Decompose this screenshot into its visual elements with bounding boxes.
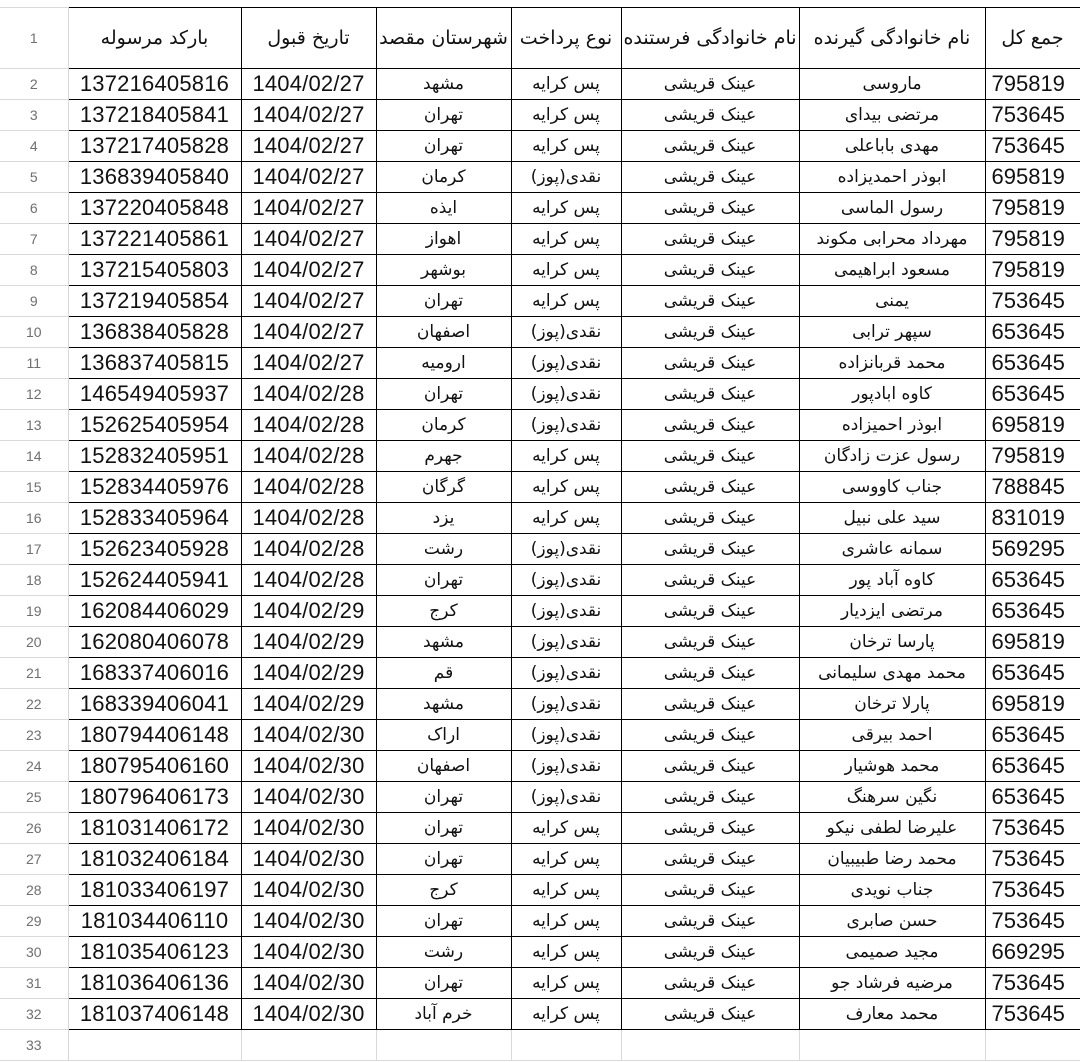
cell-receiver[interactable]: پارلا ترخان — [799, 689, 985, 720]
table-row — [0, 348, 1080, 379]
cell-receiver[interactable]: مرضیه فرشاد جو — [799, 968, 985, 999]
cell-payment[interactable]: نقدی(پوز) — [511, 534, 621, 565]
cell-city[interactable]: تهران — [376, 968, 511, 999]
cell-receiver[interactable]: جناب کاووسی — [799, 472, 985, 503]
cell-total[interactable]: 669295 — [985, 937, 1080, 968]
cell-payment[interactable]: پس کرایه — [511, 875, 621, 906]
table-row — [0, 565, 1080, 596]
empty-cell[interactable] — [985, 1030, 1080, 1061]
cell-payment[interactable]: نقدی(پوز) — [511, 689, 621, 720]
cell-sender[interactable]: عینک قریشی — [621, 720, 799, 751]
cell-barcode[interactable]: 181033406197 — [68, 875, 241, 906]
empty-cell[interactable] — [511, 1030, 621, 1061]
cell-receiver[interactable]: محمد قربانزاده — [799, 348, 985, 379]
cell-receiver[interactable]: کاوه آباد پور — [799, 565, 985, 596]
table-row — [0, 255, 1080, 286]
cell-barcode[interactable]: 180795406160 — [68, 751, 241, 782]
row-number[interactable]: 4 — [0, 131, 68, 162]
cell-sender[interactable]: عینک قریشی — [621, 565, 799, 596]
cell-sender[interactable]: عینک قریشی — [621, 503, 799, 534]
row-number[interactable]: 16 — [0, 503, 68, 534]
cell-payment[interactable]: پس کرایه — [511, 472, 621, 503]
cell-sender[interactable]: عینک قریشی — [621, 224, 799, 255]
row-number[interactable]: 15 — [0, 472, 68, 503]
header-total[interactable]: جمع کل — [985, 8, 1080, 69]
row-number[interactable]: 29 — [0, 906, 68, 937]
cell-city[interactable]: کرج — [376, 596, 511, 627]
cell-sender[interactable]: عینک قریشی — [621, 875, 799, 906]
cell-city[interactable]: یزد — [376, 503, 511, 534]
cell-payment[interactable]: نقدی(پوز) — [511, 379, 621, 410]
cell-total[interactable]: 795819 — [985, 255, 1080, 286]
empty-cell[interactable] — [621, 1030, 799, 1061]
cell-city[interactable]: ایذه — [376, 193, 511, 224]
cell-city[interactable]: مشهد — [376, 627, 511, 658]
cell-date[interactable]: 1404/02/28 — [241, 565, 376, 596]
cell-date[interactable]: 1404/02/27 — [241, 162, 376, 193]
cell-receiver[interactable]: علیرضا لطفی نیکو — [799, 813, 985, 844]
cell-payment[interactable]: نقدی(پوز) — [511, 782, 621, 813]
cell-payment[interactable]: پس کرایه — [511, 503, 621, 534]
cell-city[interactable]: ارومیه — [376, 348, 511, 379]
row-number[interactable]: 3 — [0, 100, 68, 131]
cell-city[interactable]: تهران — [376, 906, 511, 937]
cell-receiver[interactable]: پارسا ترخان — [799, 627, 985, 658]
cell-total[interactable]: 795819 — [985, 69, 1080, 100]
cell-receiver[interactable]: سید علی نبیل — [799, 503, 985, 534]
cell-payment[interactable]: نقدی(پوز) — [511, 565, 621, 596]
cell-date[interactable]: 1404/02/27 — [241, 100, 376, 131]
cell-payment[interactable]: نقدی(پوز) — [511, 317, 621, 348]
cell-payment[interactable]: پس کرایه — [511, 224, 621, 255]
cell-receiver[interactable]: ابوذر احمدیزاده — [799, 162, 985, 193]
cell-sender[interactable]: عینک قریشی — [621, 999, 799, 1030]
cell-payment[interactable]: پس کرایه — [511, 131, 621, 162]
row-number[interactable]: 18 — [0, 565, 68, 596]
cell-barcode[interactable]: 181037406148 — [68, 999, 241, 1030]
table-row — [0, 813, 1080, 844]
cell-sender[interactable]: عینک قریشی — [621, 627, 799, 658]
row-number[interactable]: 14 — [0, 441, 68, 472]
cell-date[interactable]: 1404/02/27 — [241, 317, 376, 348]
cell-payment[interactable]: پس کرایه — [511, 255, 621, 286]
cell-receiver[interactable]: جناب نویدی — [799, 875, 985, 906]
row-number[interactable]: 1 — [0, 8, 68, 69]
table-row — [0, 906, 1080, 937]
cell-date[interactable]: 1404/02/30 — [241, 875, 376, 906]
cell-barcode[interactable]: 136838405828 — [68, 317, 241, 348]
cell-receiver[interactable]: کاوه ابادپور — [799, 379, 985, 410]
cell-barcode[interactable]: 181031406172 — [68, 813, 241, 844]
cell-barcode[interactable]: 181034406110 — [68, 906, 241, 937]
table-row — [0, 720, 1080, 751]
cell-sender[interactable]: عینک قریشی — [621, 689, 799, 720]
cell-payment[interactable]: پس کرایه — [511, 906, 621, 937]
table-row — [0, 627, 1080, 658]
cell-payment[interactable]: پس کرایه — [511, 100, 621, 131]
cell-payment[interactable]: نقدی(پوز) — [511, 751, 621, 782]
cell-payment[interactable]: نقدی(پوز) — [511, 720, 621, 751]
cell-city[interactable]: مشهد — [376, 689, 511, 720]
row-number[interactable]: 22 — [0, 689, 68, 720]
cell-sender[interactable]: عینک قریشی — [621, 255, 799, 286]
cell-date[interactable]: 1404/02/28 — [241, 503, 376, 534]
cell-total[interactable]: 695819 — [985, 689, 1080, 720]
cell-date[interactable]: 1404/02/30 — [241, 968, 376, 999]
table-row — [0, 441, 1080, 472]
cell-payment[interactable]: نقدی(پوز) — [511, 658, 621, 689]
cell-barcode[interactable]: 137216405816 — [68, 69, 241, 100]
cell-date[interactable]: 1404/02/30 — [241, 906, 376, 937]
cell-date[interactable]: 1404/02/29 — [241, 596, 376, 627]
table-row — [0, 379, 1080, 410]
cell-date[interactable]: 1404/02/27 — [241, 193, 376, 224]
table-row — [0, 193, 1080, 224]
cell-city[interactable]: مشهد — [376, 69, 511, 100]
table-row — [0, 503, 1080, 534]
table-row — [0, 999, 1080, 1030]
cell-payment[interactable]: پس کرایه — [511, 441, 621, 472]
row-number[interactable]: 24 — [0, 751, 68, 782]
cell-barcode[interactable]: 137221405861 — [68, 224, 241, 255]
cell-barcode[interactable]: 152625405954 — [68, 410, 241, 441]
data-grid — [0, 7, 1080, 1061]
table-row — [0, 782, 1080, 813]
cell-receiver[interactable]: مجید صمیمی — [799, 937, 985, 968]
cell-city[interactable]: اصفهان — [376, 751, 511, 782]
cell-city[interactable]: تهران — [376, 813, 511, 844]
cell-sender[interactable]: عینک قریشی — [621, 906, 799, 937]
cell-sender[interactable]: عینک قریشی — [621, 844, 799, 875]
cell-sender[interactable]: عینک قریشی — [621, 658, 799, 689]
cell-city[interactable]: خرم آباد — [376, 999, 511, 1030]
cell-barcode[interactable]: 180796406173 — [68, 782, 241, 813]
cell-city[interactable]: رشت — [376, 937, 511, 968]
cell-payment[interactable]: نقدی(پوز) — [511, 627, 621, 658]
cell-sender[interactable]: عینک قریشی — [621, 193, 799, 224]
cell-receiver[interactable]: یمنی — [799, 286, 985, 317]
row-number[interactable]: 8 — [0, 255, 68, 286]
cell-date[interactable]: 1404/02/28 — [241, 441, 376, 472]
cell-city[interactable]: کرمان — [376, 162, 511, 193]
cell-total[interactable]: 653645 — [985, 782, 1080, 813]
table-row — [0, 968, 1080, 999]
cell-payment[interactable]: پس کرایه — [511, 937, 621, 968]
cell-total[interactable]: 795819 — [985, 193, 1080, 224]
cell-city[interactable]: تهران — [376, 131, 511, 162]
cell-total[interactable]: 753645 — [985, 999, 1080, 1030]
cell-barcode[interactable]: 137217405828 — [68, 131, 241, 162]
cell-barcode[interactable]: 152834405976 — [68, 472, 241, 503]
cell-payment[interactable]: پس کرایه — [511, 286, 621, 317]
header-row — [0, 8, 1080, 69]
cell-sender[interactable]: عینک قریشی — [621, 100, 799, 131]
cell-total[interactable]: 653645 — [985, 317, 1080, 348]
cell-date[interactable]: 1404/02/28 — [241, 534, 376, 565]
cell-receiver[interactable]: مرتضی بیدای — [799, 100, 985, 131]
cell-payment[interactable]: نقدی(پوز) — [511, 596, 621, 627]
row-number[interactable]: 5 — [0, 162, 68, 193]
cell-date[interactable]: 1404/02/27 — [241, 348, 376, 379]
cell-date[interactable]: 1404/02/28 — [241, 472, 376, 503]
row-number[interactable]: 26 — [0, 813, 68, 844]
header-date[interactable]: تاریخ قبول — [241, 8, 376, 69]
cell-total[interactable]: 831019 — [985, 503, 1080, 534]
cell-receiver[interactable]: رسول الماسی — [799, 193, 985, 224]
cell-receiver[interactable]: محمد معارف — [799, 999, 985, 1030]
table-row — [0, 317, 1080, 348]
cell-sender[interactable]: عینک قریشی — [621, 751, 799, 782]
cell-barcode[interactable]: 168337406016 — [68, 658, 241, 689]
row-number[interactable]: 11 — [0, 348, 68, 379]
header-sender[interactable]: نام خانوادگی فرستنده — [621, 8, 799, 69]
cell-payment[interactable]: پس کرایه — [511, 813, 621, 844]
row-number[interactable]: 9 — [0, 286, 68, 317]
cell-date[interactable]: 1404/02/30 — [241, 720, 376, 751]
cell-barcode[interactable]: 181036406136 — [68, 968, 241, 999]
cell-total[interactable]: 795819 — [985, 441, 1080, 472]
grid-body — [0, 8, 1080, 1061]
cell-date[interactable]: 1404/02/29 — [241, 627, 376, 658]
cell-payment[interactable]: نقدی(پوز) — [511, 162, 621, 193]
cell-barcode[interactable]: 137220405848 — [68, 193, 241, 224]
cell-receiver[interactable]: مهرداد محرابی مکوند — [799, 224, 985, 255]
table-row — [0, 751, 1080, 782]
cell-barcode[interactable]: 180794406148 — [68, 720, 241, 751]
cell-city[interactable]: رشت — [376, 534, 511, 565]
cell-receiver[interactable]: سمانه عاشری — [799, 534, 985, 565]
row-number[interactable]: 23 — [0, 720, 68, 751]
cell-receiver[interactable]: سپهر ترابی — [799, 317, 985, 348]
cell-date[interactable]: 1404/02/27 — [241, 286, 376, 317]
table-row — [0, 131, 1080, 162]
cell-receiver[interactable]: محمد رضا طبیبیان — [799, 844, 985, 875]
row-number[interactable]: 6 — [0, 193, 68, 224]
row-number[interactable]: 12 — [0, 379, 68, 410]
cell-receiver[interactable]: ابوذر احمیزاده — [799, 410, 985, 441]
cell-payment[interactable]: پس کرایه — [511, 193, 621, 224]
cell-payment[interactable]: پس کرایه — [511, 69, 621, 100]
table-row — [0, 224, 1080, 255]
cell-payment[interactable]: پس کرایه — [511, 999, 621, 1030]
cell-sender[interactable]: عینک قریشی — [621, 162, 799, 193]
cell-barcode[interactable]: 136839405840 — [68, 162, 241, 193]
cell-city[interactable]: جهرم — [376, 441, 511, 472]
cell-barcode[interactable]: 137219405854 — [68, 286, 241, 317]
cell-receiver[interactable]: مسعود ابراهیمی — [799, 255, 985, 286]
header-payment[interactable]: نوع پرداخت — [511, 8, 621, 69]
cell-sender[interactable]: عینک قریشی — [621, 441, 799, 472]
cell-total[interactable]: 653645 — [985, 348, 1080, 379]
row-number[interactable]: 31 — [0, 968, 68, 999]
cell-city[interactable]: اصفهان — [376, 317, 511, 348]
row-number[interactable]: 7 — [0, 224, 68, 255]
row-number[interactable]: 25 — [0, 782, 68, 813]
table-row — [0, 844, 1080, 875]
cell-total[interactable]: 753645 — [985, 100, 1080, 131]
cell-barcode[interactable]: 137218405841 — [68, 100, 241, 131]
cell-total[interactable]: 753645 — [985, 286, 1080, 317]
cell-payment[interactable]: پس کرایه — [511, 968, 621, 999]
cell-total[interactable]: 695819 — [985, 627, 1080, 658]
cell-receiver[interactable]: رسول عزت زادگان — [799, 441, 985, 472]
cell-barcode[interactable]: 152624405941 — [68, 565, 241, 596]
table-row — [0, 286, 1080, 317]
row-number[interactable]: 2 — [0, 69, 68, 100]
cell-total[interactable]: 753645 — [985, 844, 1080, 875]
cell-total[interactable]: 788845 — [985, 472, 1080, 503]
row-number[interactable]: 33 — [0, 1030, 68, 1061]
cell-city[interactable]: اراک — [376, 720, 511, 751]
cell-barcode[interactable]: 152833405964 — [68, 503, 241, 534]
cell-sender[interactable]: عینک قریشی — [621, 379, 799, 410]
cell-sender[interactable]: عینک قریشی — [621, 534, 799, 565]
cell-sender[interactable]: عینک قریشی — [621, 937, 799, 968]
cell-barcode[interactable]: 181035406123 — [68, 937, 241, 968]
table-row — [0, 937, 1080, 968]
cell-total[interactable]: 653645 — [985, 565, 1080, 596]
table-row — [0, 534, 1080, 565]
cell-date[interactable]: 1404/02/30 — [241, 813, 376, 844]
table-row — [0, 658, 1080, 689]
cell-barcode[interactable]: 146549405937 — [68, 379, 241, 410]
cell-date[interactable]: 1404/02/27 — [241, 69, 376, 100]
table-row — [0, 596, 1080, 627]
cell-total[interactable]: 653645 — [985, 751, 1080, 782]
cell-barcode[interactable]: 152832405951 — [68, 441, 241, 472]
row-number[interactable]: 28 — [0, 875, 68, 906]
cell-payment[interactable]: نقدی(پوز) — [511, 348, 621, 379]
cell-total[interactable]: 753645 — [985, 813, 1080, 844]
header-barcode[interactable]: بارکد مرسوله — [68, 8, 241, 69]
row-number[interactable]: 32 — [0, 999, 68, 1030]
row-number[interactable]: 13 — [0, 410, 68, 441]
cell-barcode[interactable]: 162084406029 — [68, 596, 241, 627]
cell-date[interactable]: 1404/02/28 — [241, 379, 376, 410]
empty-cell[interactable] — [241, 1030, 376, 1061]
cell-sender[interactable]: عینک قریشی — [621, 813, 799, 844]
table-row — [0, 875, 1080, 906]
cell-total[interactable]: 753645 — [985, 968, 1080, 999]
table-row — [0, 410, 1080, 441]
row-number[interactable]: 30 — [0, 937, 68, 968]
header-receiver[interactable]: نام خانوادگی گیرنده — [799, 8, 985, 69]
cell-barcode[interactable]: 162080406078 — [68, 627, 241, 658]
empty-cell[interactable] — [799, 1030, 985, 1061]
cell-total[interactable]: 753645 — [985, 131, 1080, 162]
cell-receiver[interactable]: مهدی باباعلی — [799, 131, 985, 162]
empty-row — [0, 1030, 1080, 1061]
cell-date[interactable]: 1404/02/30 — [241, 751, 376, 782]
cell-payment[interactable]: نقدی(پوز) — [511, 410, 621, 441]
cell-date[interactable]: 1404/02/30 — [241, 999, 376, 1030]
cell-total[interactable]: 695819 — [985, 410, 1080, 441]
cell-total[interactable]: 753645 — [985, 875, 1080, 906]
cell-date[interactable]: 1404/02/30 — [241, 937, 376, 968]
row-number[interactable]: 27 — [0, 844, 68, 875]
cell-total[interactable]: 653645 — [985, 720, 1080, 751]
empty-cell[interactable] — [376, 1030, 511, 1061]
cell-total[interactable]: 753645 — [985, 906, 1080, 937]
table-row — [0, 472, 1080, 503]
cell-city[interactable]: کرمان — [376, 410, 511, 441]
cell-sender[interactable]: عینک قریشی — [621, 968, 799, 999]
cell-barcode[interactable]: 136837405815 — [68, 348, 241, 379]
cell-sender[interactable]: عینک قریشی — [621, 596, 799, 627]
cell-total[interactable]: 795819 — [985, 224, 1080, 255]
cell-total[interactable]: 653645 — [985, 379, 1080, 410]
cell-sender[interactable]: عینک قریشی — [621, 782, 799, 813]
empty-cell[interactable] — [68, 1030, 241, 1061]
cell-receiver[interactable]: محمد مهدی سلیمانی — [799, 658, 985, 689]
row-number[interactable]: 19 — [0, 596, 68, 627]
cell-date[interactable]: 1404/02/27 — [241, 255, 376, 286]
table-row — [0, 69, 1080, 100]
cell-barcode[interactable]: 137215405803 — [68, 255, 241, 286]
row-number[interactable]: 10 — [0, 317, 68, 348]
cell-city[interactable]: تهران — [376, 286, 511, 317]
row-number[interactable]: 20 — [0, 627, 68, 658]
cell-city[interactable]: تهران — [376, 565, 511, 596]
cell-sender[interactable]: عینک قریشی — [621, 317, 799, 348]
cell-city[interactable]: بوشهر — [376, 255, 511, 286]
table-row — [0, 689, 1080, 720]
cell-sender[interactable]: عینک قریشی — [621, 286, 799, 317]
row-number[interactable]: 17 — [0, 534, 68, 565]
cell-sender[interactable]: عینک قریشی — [621, 69, 799, 100]
cell-barcode[interactable]: 168339406041 — [68, 689, 241, 720]
cell-payment[interactable]: پس کرایه — [511, 844, 621, 875]
row-number[interactable]: 21 — [0, 658, 68, 689]
cell-city[interactable]: گرگان — [376, 472, 511, 503]
cell-date[interactable]: 1404/02/29 — [241, 689, 376, 720]
cell-city[interactable]: تهران — [376, 100, 511, 131]
cell-receiver[interactable]: محمد هوشیار — [799, 751, 985, 782]
cell-city[interactable]: تهران — [376, 379, 511, 410]
cell-receiver[interactable]: نگین سرهنگ — [799, 782, 985, 813]
cell-city[interactable]: کرج — [376, 875, 511, 906]
cell-sender[interactable]: عینک قریشی — [621, 472, 799, 503]
cell-city[interactable]: تهران — [376, 844, 511, 875]
cell-total[interactable]: 653645 — [985, 658, 1080, 689]
cell-date[interactable]: 1404/02/29 — [241, 658, 376, 689]
table-row — [0, 100, 1080, 131]
cell-barcode[interactable]: 152623405928 — [68, 534, 241, 565]
cell-sender[interactable]: عینک قریشی — [621, 410, 799, 441]
cell-total[interactable]: 695819 — [985, 162, 1080, 193]
cell-date[interactable]: 1404/02/28 — [241, 410, 376, 441]
cell-date[interactable]: 1404/02/30 — [241, 782, 376, 813]
cell-receiver[interactable]: احمد بیرقی — [799, 720, 985, 751]
cell-receiver[interactable]: حسن صابری — [799, 906, 985, 937]
cell-date[interactable]: 1404/02/27 — [241, 131, 376, 162]
cell-total[interactable]: 653645 — [985, 596, 1080, 627]
header-city[interactable]: شهرستان مقصد — [376, 8, 511, 69]
cell-city[interactable]: اهواز — [376, 224, 511, 255]
cell-date[interactable]: 1404/02/30 — [241, 844, 376, 875]
cell-barcode[interactable]: 181032406184 — [68, 844, 241, 875]
cell-receiver[interactable]: مرتضی ایزدیار — [799, 596, 985, 627]
table-row — [0, 162, 1080, 193]
cell-sender[interactable]: عینک قریشی — [621, 131, 799, 162]
cell-date[interactable]: 1404/02/27 — [241, 224, 376, 255]
cell-total[interactable]: 569295 — [985, 534, 1080, 565]
cell-sender[interactable]: عینک قریشی — [621, 348, 799, 379]
cell-city[interactable]: قم — [376, 658, 511, 689]
cell-receiver[interactable]: ماروسی — [799, 69, 985, 100]
cell-city[interactable]: تهران — [376, 782, 511, 813]
